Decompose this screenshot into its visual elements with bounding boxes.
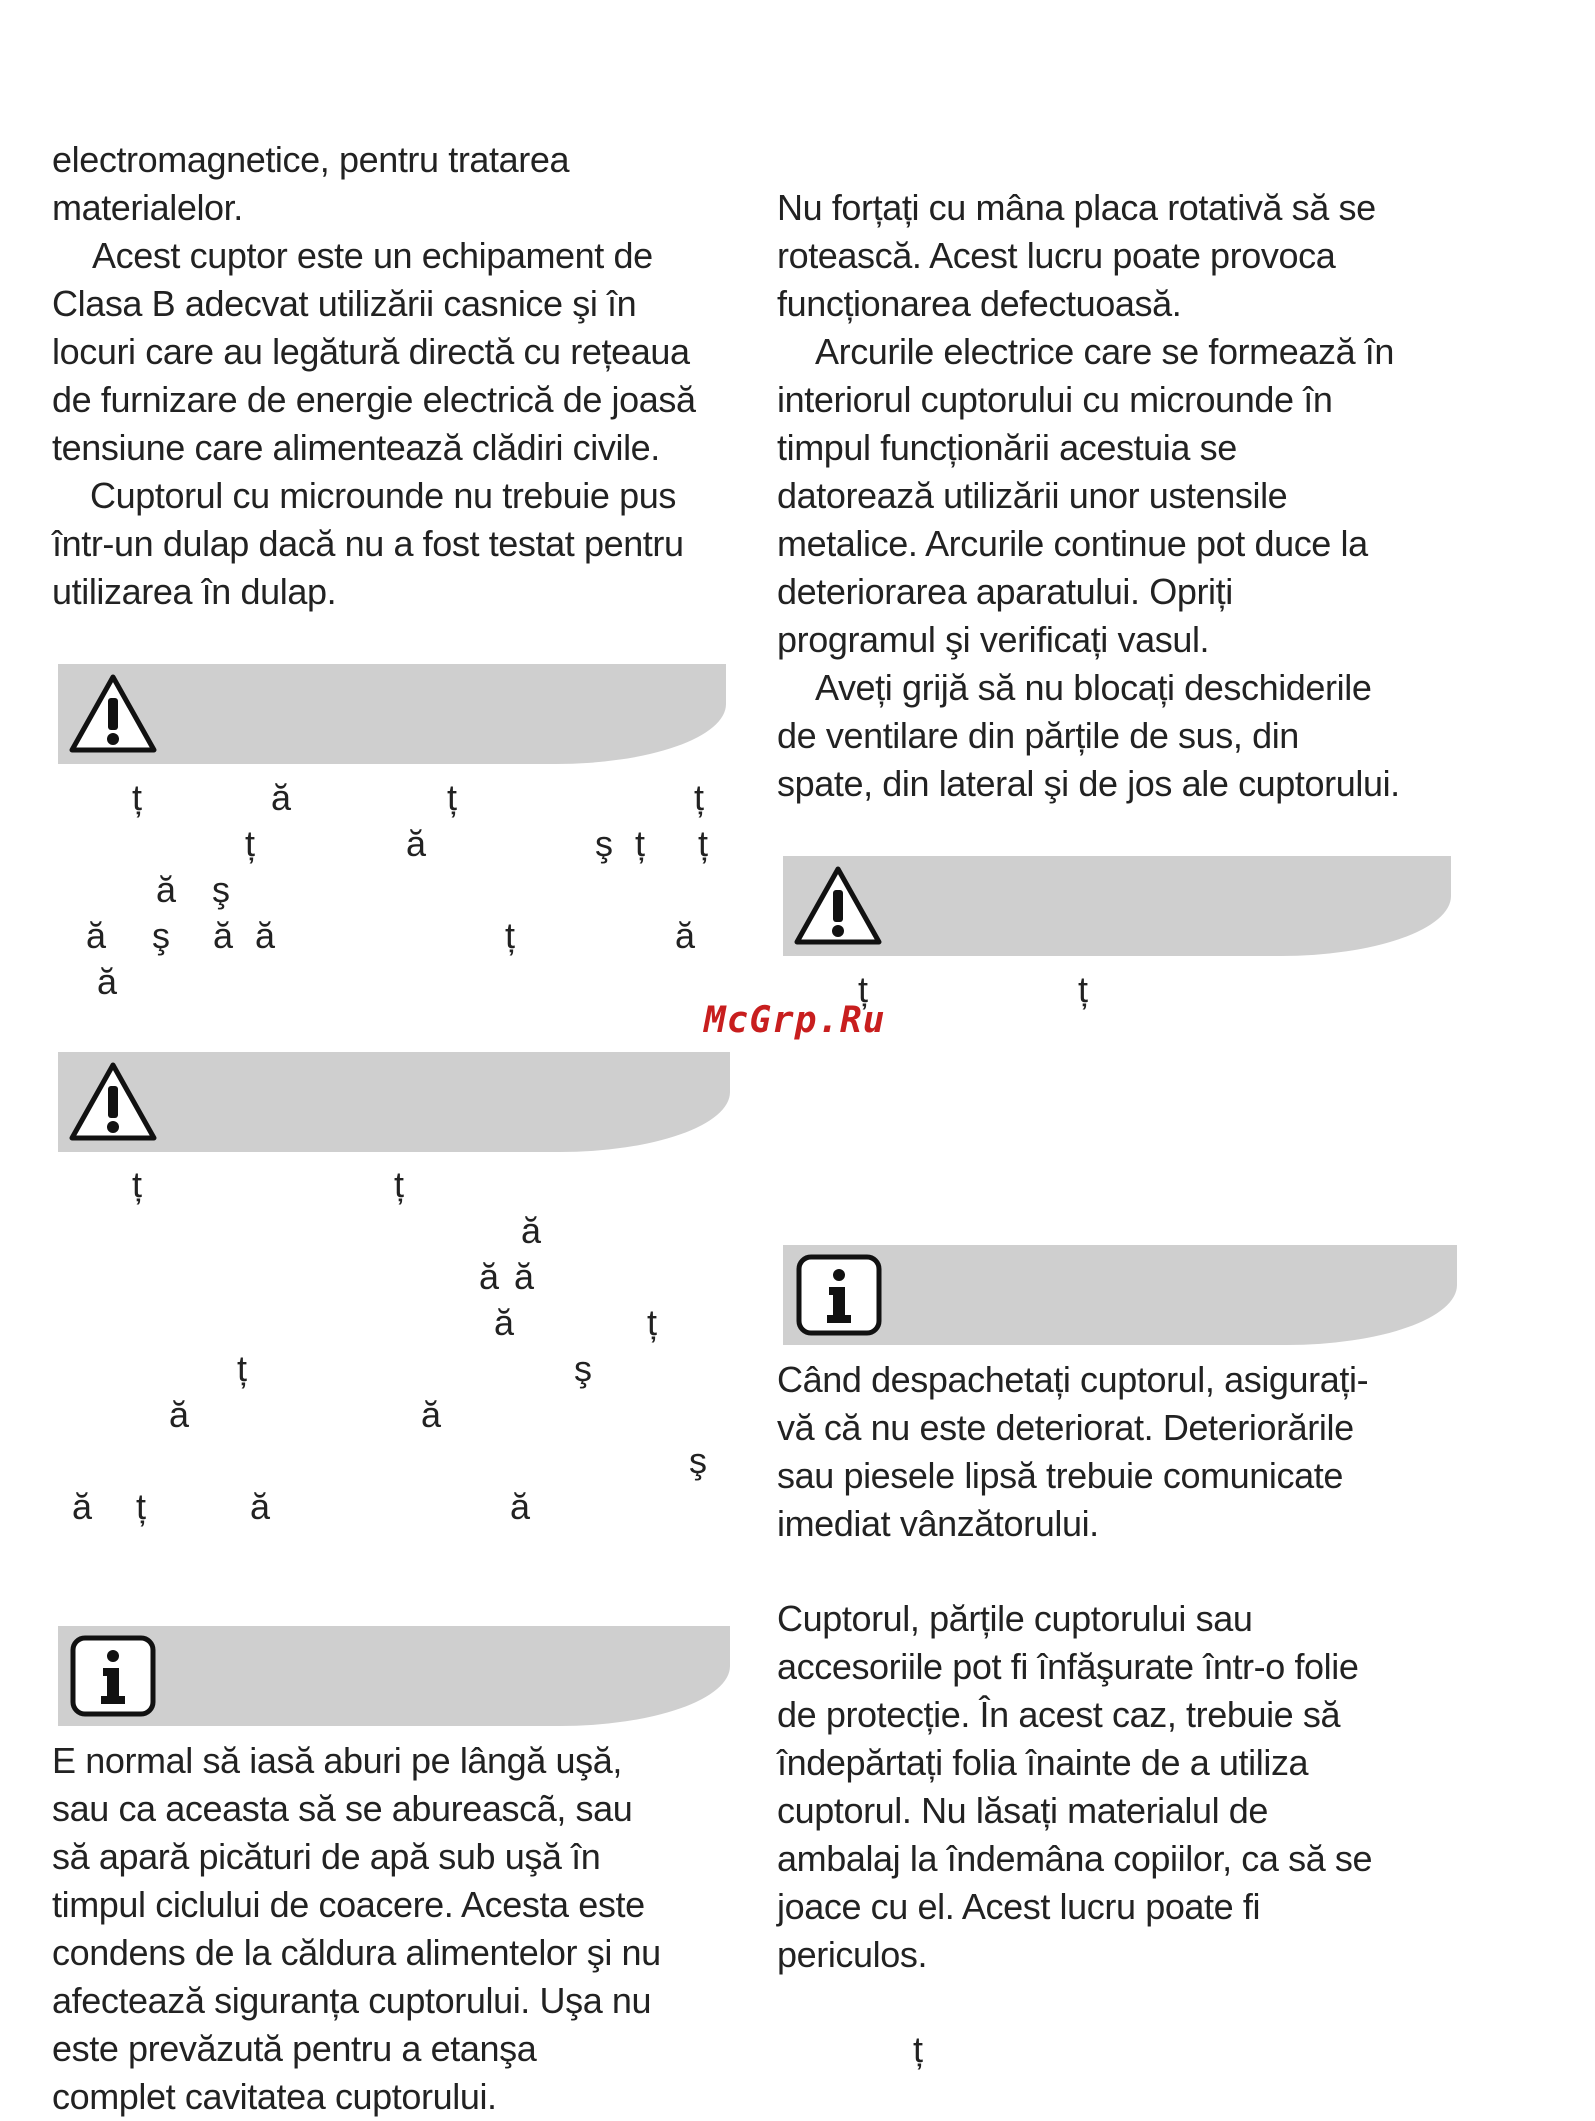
warning-triangle-icon <box>68 1060 158 1144</box>
warning-triangle-icon <box>68 672 158 756</box>
right-column <box>777 184 1477 808</box>
warning-1-fragment: ş <box>595 823 613 864</box>
warning-1-fragment: ț <box>635 823 646 864</box>
paragraph-ventilation: Aveți grijă să nu blocați deschiderile de ventilare din părțile de sus, din spate, din lateral şi de jos ale cuptorului. <box>777 667 1400 804</box>
warning-2-fragment: ț <box>136 1486 147 1527</box>
warning-1-fragment: ă <box>86 915 107 956</box>
warning-1-fragment: ț <box>698 823 709 864</box>
watermark: McGrp.Ru <box>704 1000 886 1041</box>
warning-triangle-icon <box>793 864 883 948</box>
warning-1-fragment: ă <box>97 961 118 1002</box>
warning-1-fragment: ş <box>212 869 230 910</box>
paragraph-packaging: Cuptorul, părțile cuptorului sau accesoriile pot fi înfăşurate într-o folie de protecție. În acest caz, trebuie să îndepărtați folia înainte de a utiliza cuptorul. Nu lăsați materialul de ambalaj la îndemâna copiilor, ca să se joace cu el. Acest lucru poate fi periculos. <box>777 1598 1373 1975</box>
warning-2-fragment: ț <box>237 1348 248 1389</box>
paragraph-cabinet: Cuptorul cu microunde nu trebuie pus într-un dulap dacă nu a fost testat pentru utilizarea în dulap. <box>52 475 684 612</box>
warning-2-fragment: ă <box>521 1210 542 1251</box>
info-2-body <box>777 1356 1477 1548</box>
warning-1-fragment: ă <box>255 915 276 956</box>
info-1-text: E normal să iasă aburi pe lângă uşă, sau ca aceasta să se abureascã, sau să apară picături de apă sub uşă în timpul ciclului de coacere. Acesta este condens de la căldura alimentelor şi nu afectează siguranța cuptorului. Uşa nu este prevăzută pentru a etanşa complet cavitatea cuptorului. <box>52 1740 661 2117</box>
warning-1-fragment: ț <box>505 915 516 956</box>
info-icon <box>69 1634 157 1718</box>
warning-2-fragment: ă <box>250 1486 271 1527</box>
info-2-text: Când despachetați cuptorul, asigurați- vă că nu este deteriorat. Deteriorările sau piesele lipsă trebuie comunicate imediat vânzătorului. <box>777 1359 1369 1544</box>
warning-2-fragment: ă <box>479 1256 500 1297</box>
paragraph-electric-arcs: Arcurile electrice care se formează în interiorul cuptorului cu microunde în timpul funcționării acestuia se datorează utilizării unor ustensile metalice. Arcurile continue pot duce la deteriorarea aparatului. Opriți programul şi verificați vasul. <box>777 331 1395 660</box>
warning-2-fragment: ş <box>689 1440 707 1481</box>
paragraph-turntable: Nu forțați cu mâna placa rotativă să se rotească. Acest lucru poate provoca funcționarea defectuoasă. <box>777 187 1376 324</box>
warning-1-fragment: ă <box>675 915 696 956</box>
info-banner-2 <box>783 1245 1457 1345</box>
warning-1-fragment: ă <box>156 869 177 910</box>
warning-2-fragment: ă <box>72 1486 93 1527</box>
info-icon <box>795 1253 883 1337</box>
warning-2-fragment: ă <box>510 1486 531 1527</box>
warning-banner-3 <box>783 856 1451 956</box>
warning-2-fragment: ă <box>514 1256 535 1297</box>
info-1-body <box>52 1737 752 2121</box>
bottom-fragment: ț <box>913 2029 924 2070</box>
warning-2-fragment: ț <box>132 1164 143 1205</box>
packaging-block <box>777 1595 1477 1979</box>
paragraph-intro-end: electromagnetice, pentru tratarea materialelor. <box>52 139 570 228</box>
warning-2-fragment: ă <box>421 1394 442 1435</box>
warning-2-fragment: ț <box>394 1164 405 1205</box>
warning-2-fragment: ă <box>169 1394 190 1435</box>
warning-1-fragment: ă <box>406 823 427 864</box>
warning-1-fragment: ț <box>132 777 143 818</box>
info-banner-1 <box>58 1626 730 1726</box>
warning-1-fragment: ț <box>245 823 256 864</box>
warning-1-fragment: ă <box>213 915 234 956</box>
warning-2-fragment: ț <box>647 1302 658 1343</box>
paragraph-class-b: Acest cuptor este un echipament de Clasa B adecvat utilizării casnice şi în locuri care au legătură directă cu rețeaua de furnizare de energie electrică de joasă tensiune care alimentează clădiri civile. <box>52 235 696 468</box>
warning-2-fragment: ă <box>494 1302 515 1343</box>
warning-3-fragment: ț <box>1078 969 1089 1010</box>
warning-3-fragment: ț <box>858 969 869 1010</box>
left-column <box>52 136 752 616</box>
warning-banner-2 <box>58 1052 730 1152</box>
warning-1-fragment: ț <box>694 777 705 818</box>
warning-1-fragment: ă <box>271 777 292 818</box>
warning-banner-1 <box>58 664 726 764</box>
warning-1-fragment: ț <box>447 777 458 818</box>
warning-1-fragment: ş <box>152 915 170 956</box>
warning-2-fragment: ş <box>574 1348 592 1389</box>
